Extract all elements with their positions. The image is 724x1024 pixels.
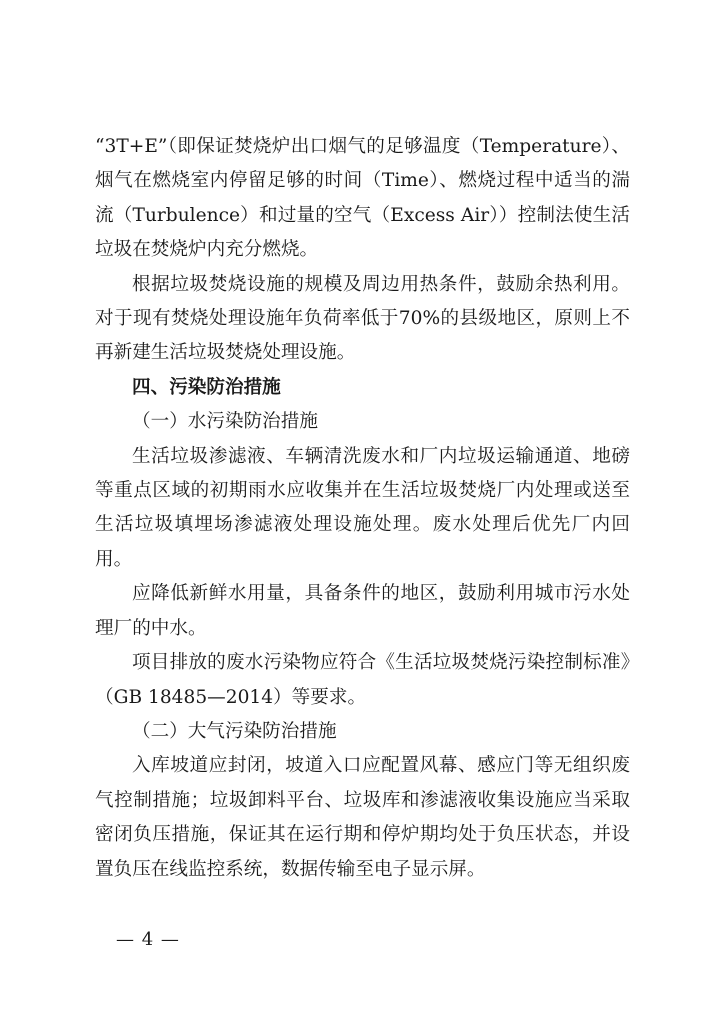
paragraph-discharge-standard: 项目排放的废水污染物应符合《生活垃圾焚烧污染控制标准》（GB 18485—2014）等要求。 (95, 652, 630, 708)
paragraph-negative-pressure: 入库坡道应封闭，坡道入口应配置风幕、感应门等无组织废气控制措施；垃圾卸料平台、垃圾库和渗滤液收集设施应当采取密闭负压措施，保证其在运行期和停炉期均处于负压状态，并设置负压在线监控系统，数据传输至电子显示屏。 (95, 755, 630, 880)
paragraph-leachate-treatment: 生活垃圾渗滤液、车辆清洗废水和厂内垃圾运输通道、地磅等重点区域的初期雨水应收集并在生活垃圾焚烧厂内处理或送至生活垃圾填埋场渗滤液处理设施处理。废水处理后优先厂内回用。 (95, 445, 630, 570)
document-body (95, 130, 630, 887)
paragraph-water-saving: 应降低新鲜水用量，具备条件的地区，鼓励利用城市污水处理厂的中水。 (95, 583, 630, 639)
paragraph-heat-utilization: 根据垃圾焚烧设施的规模及周边用热条件，鼓励余热利用。对于现有焚烧处理设施年负荷率低于70%的县级地区，原则上不再新建生活垃圾焚烧处理设施。 (95, 273, 630, 364)
page-number: — 4 — (116, 929, 180, 950)
paragraph-3te-control: “3T+E”（即保证焚烧炉出口烟气的足够温度（Temperature）、烟气在燃烧室内停留足够的时间（Time）、燃烧过程中适当的湍流（Turbulence）和过量的空气（Excess Air））控制法使生活垃圾在焚烧炉内充分燃烧。 (95, 136, 630, 261)
subsection-heading-air: （二）大气污染防治措施 (132, 720, 337, 742)
section-heading-pollution-control: 四、污染防治措施 (132, 376, 281, 398)
subsection-heading-water: （一）水污染防治措施 (132, 411, 318, 433)
